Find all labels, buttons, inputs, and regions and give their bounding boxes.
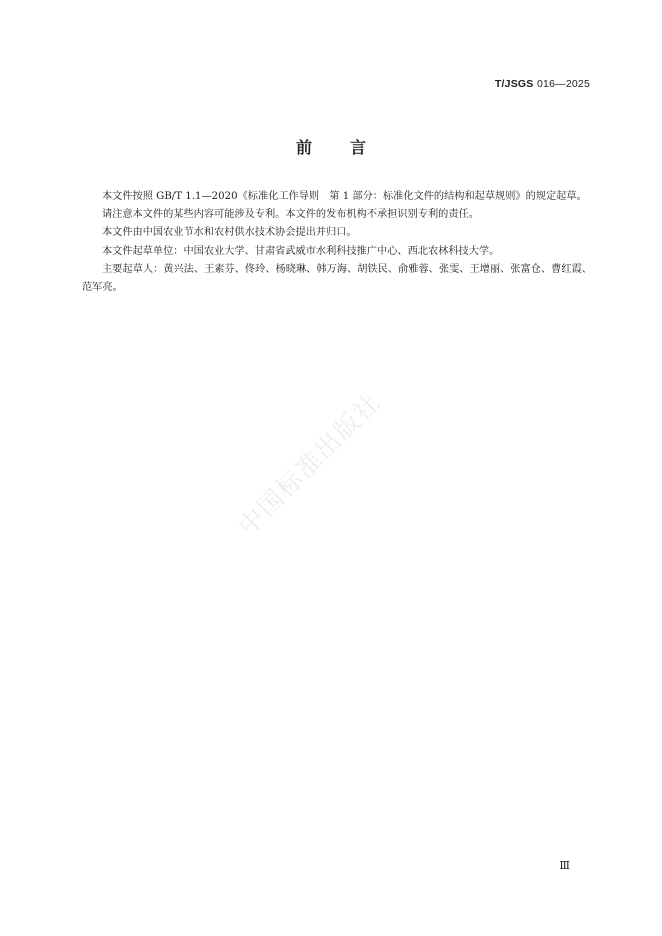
page-title: 前言 [295,138,404,157]
publisher-watermark: 中国标准出版社 [232,386,387,542]
paragraph-patent-notice: 请注意本文件的某些内容可能涉及专利。本文件的发布机构不承担识别专利的责任。 [102,209,479,221]
paragraph-proposer: 本文件由中国农业节水和农村供水技术协会提出并归口。 [102,227,357,239]
foreword-body [82,188,592,297]
page-number: Ⅲ [559,859,570,872]
standard-number: 016—2025 [537,78,590,90]
standard-code [495,78,590,90]
standard-prefix: T/JSGS [494,78,534,90]
paragraph-drafting-units: 本文件起草单位：中国农业大学、甘肃省武威市水利科技推广中心、西北农林科技大学。 [102,245,500,257]
paragraph-drafters: 主要起草人：黄兴法、王素芬、佟玲、杨晓琳、韩万海、胡铁民、俞雅蓉、张雯、王增丽、张富仓、曹红霞、范军亮。 [82,263,592,294]
paragraph-drafting-basis: 本文件按照 GB/T 1.1—2020《标准化工作导则 第 1 部分：标准化文件的结构和起草规则》的规定起草。 [102,191,587,202]
